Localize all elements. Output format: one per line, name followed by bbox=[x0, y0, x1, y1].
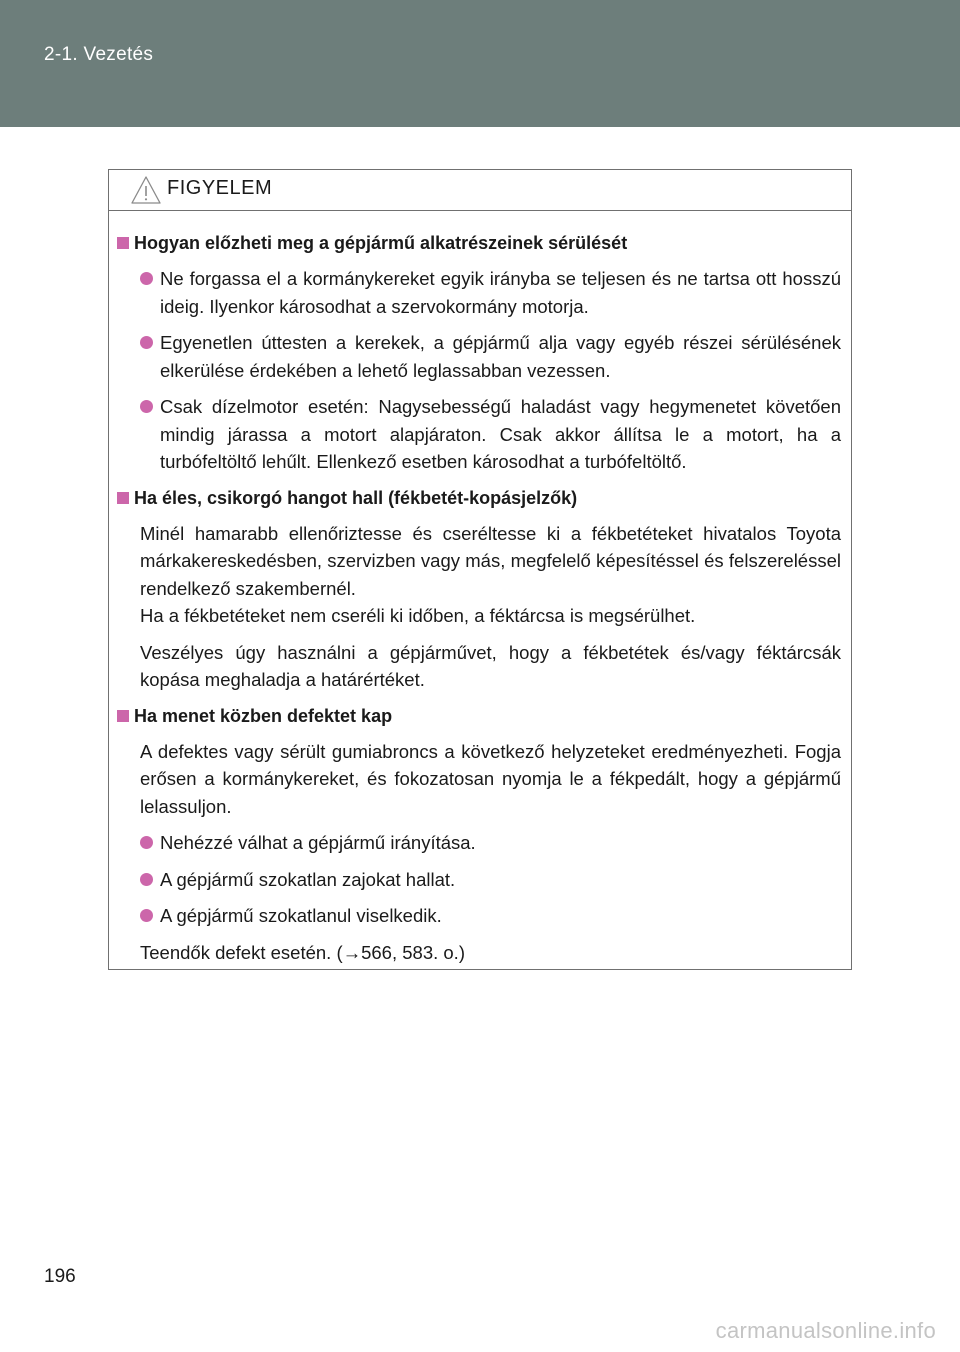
circle-bullet-icon bbox=[140, 400, 153, 413]
circle-bullet-icon bbox=[140, 873, 153, 886]
paragraph: Veszélyes úgy használni a gépjárművet, hogy a fékbetétek és/vagy féktárcsák kopása meghaladja a határértéket. bbox=[140, 641, 841, 690]
circle-bullet-icon bbox=[140, 909, 153, 922]
circle-bullet-icon bbox=[140, 336, 153, 349]
section-heading-damage: Hogyan előzheti meg a gépjármű alkatrészeinek sérülését bbox=[117, 230, 841, 257]
list-item: Egyenetlen úttesten a kerekek, a gépjármű alja vagy egyéb részei sérülésének elkerülése érdekében a lehető leglassabban vezessen. bbox=[117, 329, 841, 384]
section-heading-brake-pads: Ha éles, csikorgó hangot hall (fékbetét-kopásjelzők) bbox=[117, 485, 841, 512]
circle-bullet-icon bbox=[140, 836, 153, 849]
warning-header bbox=[109, 170, 851, 211]
page-header bbox=[0, 0, 960, 127]
circle-bullet-icon bbox=[140, 272, 153, 285]
warning-box bbox=[108, 169, 852, 970]
page-reference: Teendők defekt esetén. (→566, 583. o.) bbox=[140, 941, 465, 963]
list-item: Csak dízelmotor esetén: Nagysebességű haladást vagy hegymenetet követően mindig járassa a motort alapjáraton. Csak akkor állítsa le a motort, ha a turbófeltöltő lehűlt. Ellenkező esetben károsodhat a turbófeltöltő. bbox=[117, 393, 841, 476]
paragraph: Minél hamarabb ellenőriztesse és cseréltesse ki a fékbetéteket hivatalos Toyota márkakereskedésben, szervizben vagy más, megfelelő képesítéssel és felszereléssel rendelkező szakembernél. Ha a fékbetéteket nem cseréli ki időben, a féktárcsa is megsérülhet. bbox=[140, 522, 841, 626]
list-item: A gépjármű szokatlan zajokat hallat. bbox=[117, 866, 841, 894]
paragraph: A defektes vagy sérült gumiabroncs a következő helyzeteket eredményezheti. Fogja erősen a kormánykereket, és fokozatosan nyomja le a fékpedált, hogy a gépjármű lelassuljon. bbox=[140, 740, 841, 817]
warning-title: FIGYELEM bbox=[167, 177, 273, 199]
list-item: Ne forgassa el a kormánykereket egyik irányba se teljesen és ne tartsa ott hosszú ideig. Ilyenkor károsodhat a szervokormány motorja. bbox=[117, 265, 841, 320]
section-heading-flat-tire: Ha menet közben defektet kap bbox=[117, 703, 841, 730]
square-bullet-icon bbox=[117, 710, 129, 722]
watermark: carmanualsonline.info bbox=[715, 1318, 936, 1343]
section-title: 2-1. Vezetés bbox=[44, 44, 154, 65]
list-item: A gépjármű szokatlanul viselkedik. bbox=[117, 902, 841, 930]
square-bullet-icon bbox=[117, 492, 129, 504]
warning-triangle-icon bbox=[130, 175, 162, 205]
square-bullet-icon bbox=[117, 237, 129, 249]
page-number: 196 bbox=[44, 1266, 76, 1287]
list-item: Nehézzé válhat a gépjármű irányítása. bbox=[117, 829, 841, 857]
warning-body bbox=[109, 211, 851, 966]
